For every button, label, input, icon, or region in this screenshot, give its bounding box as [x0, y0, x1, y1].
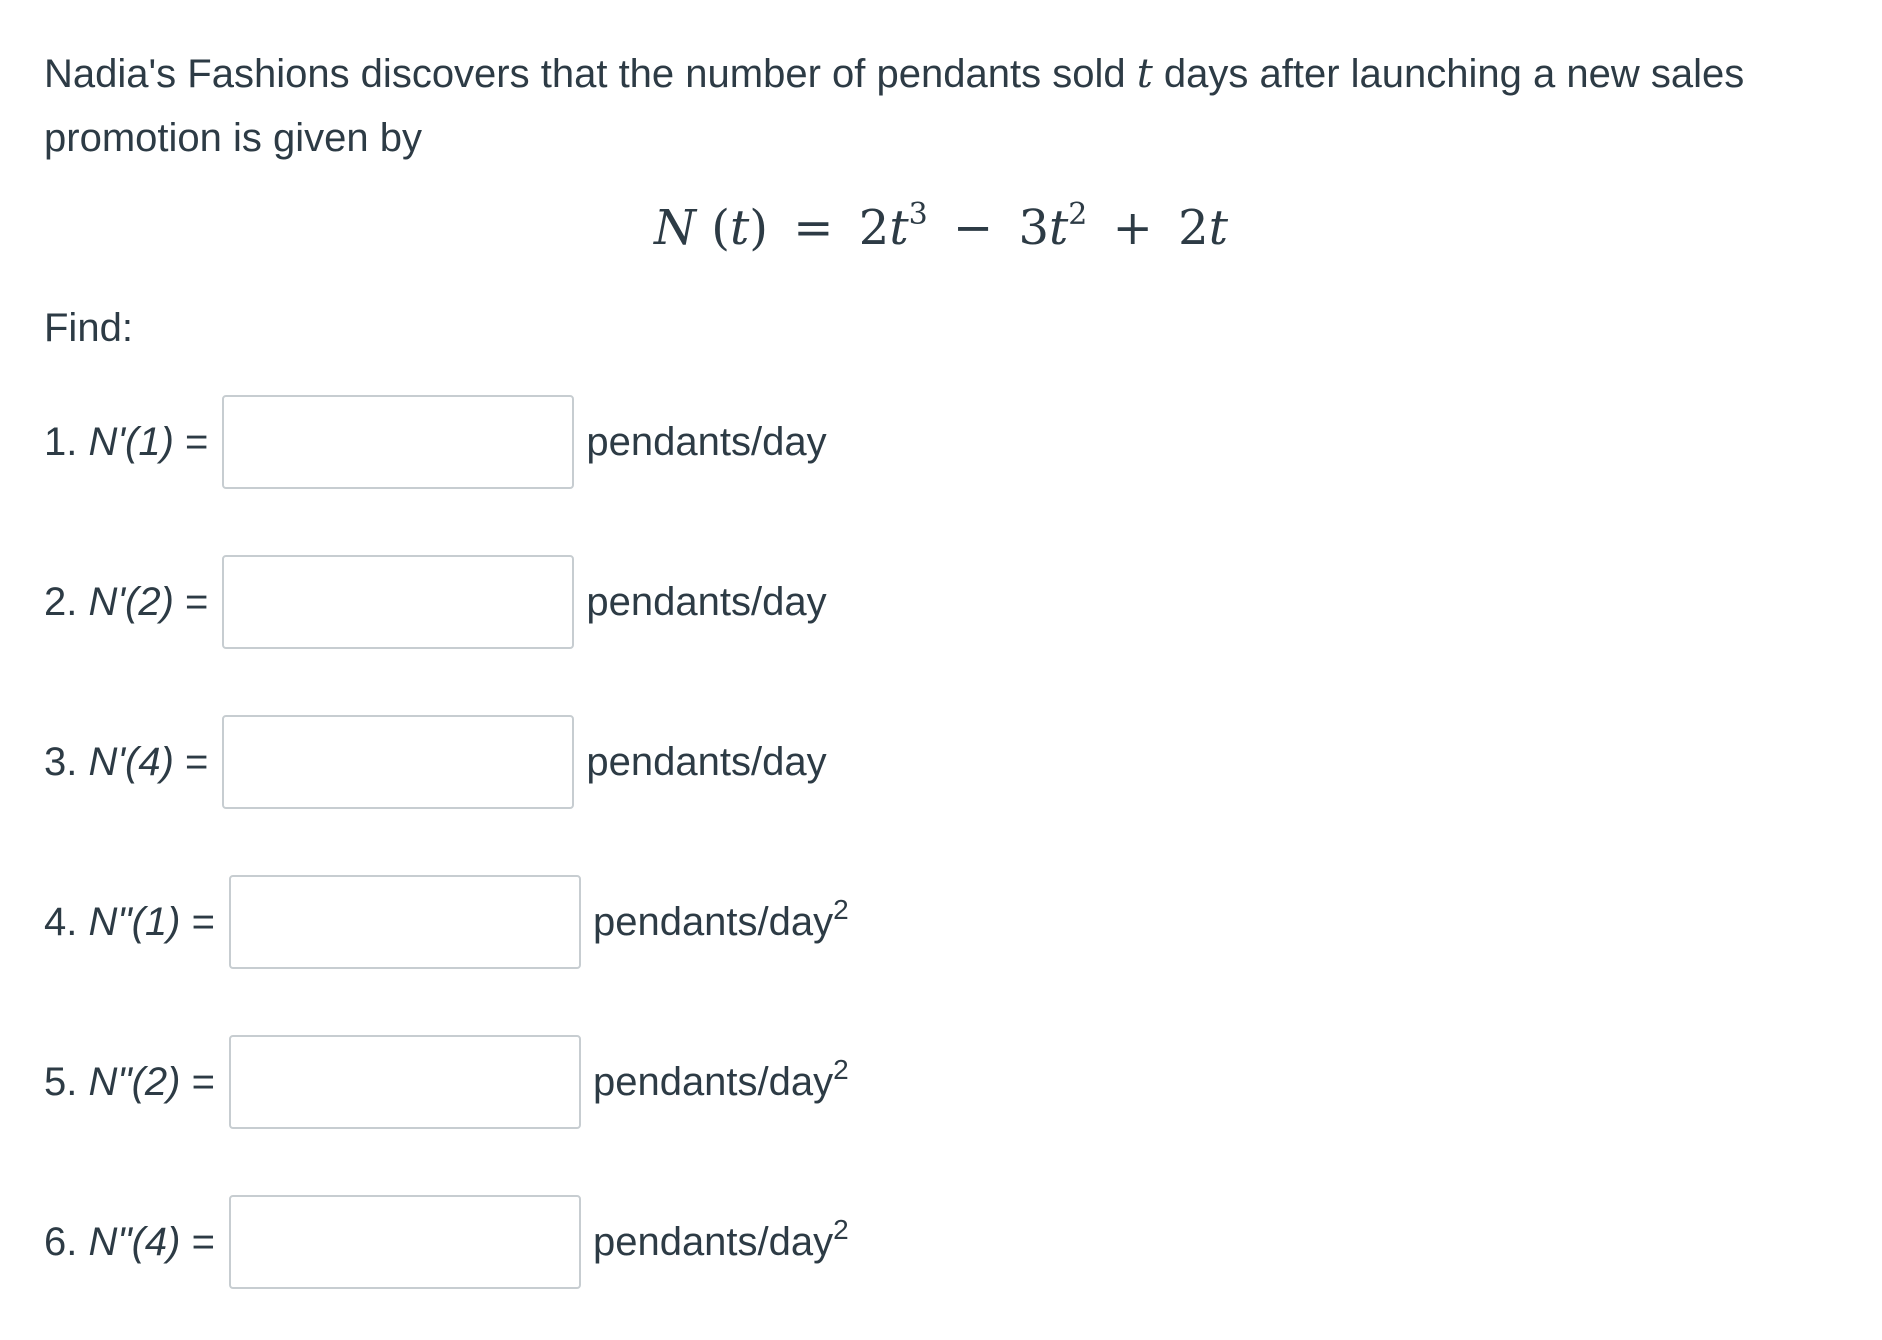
question-label-2: 2. N'(2) = — [44, 579, 209, 624]
question-row-1 — [44, 392, 827, 492]
intro-text-after: days after launching a new sales promotion is given by — [44, 52, 1745, 160]
unit-label-3: pendants/day — [586, 739, 827, 784]
question-label-5: 5. N"(2) = — [44, 1059, 215, 1104]
equation-minus: − — [952, 200, 994, 256]
question-row-6 — [44, 1192, 849, 1292]
problem-statement — [44, 42, 1824, 170]
question-row-5 — [44, 1032, 849, 1132]
equation-lhs-arg: t — [730, 200, 750, 256]
question-row-2 — [44, 552, 827, 652]
term3-coef: 2 — [1178, 200, 1209, 256]
answer-input-3[interactable] — [222, 715, 574, 809]
answer-input-4[interactable] — [229, 875, 581, 969]
term2-var: t — [1049, 200, 1069, 256]
unit-label-5: pendants/day$^2$ — [592, 1053, 849, 1104]
unit-label-4: pendants/day$^2$ — [592, 893, 849, 944]
question-label-4: 4. N"(1) = — [44, 899, 215, 944]
function-equation: N $(t) = 2t^3 - 3t^2 + 2t$ — [654, 197, 1228, 256]
variable-t: t — [1136, 51, 1153, 97]
unit-label-2: pendants/day — [586, 579, 827, 624]
answer-input-2[interactable] — [222, 555, 574, 649]
term1-exp: 3 — [908, 197, 928, 232]
term3-var: t — [1208, 200, 1228, 256]
unit-label-1: pendants/day — [586, 419, 827, 464]
answer-input-1[interactable] — [222, 395, 574, 489]
question-row-4 — [44, 872, 849, 972]
term1-var: t — [889, 200, 909, 256]
term2-exp: 2 — [1068, 197, 1088, 232]
question-row-3 — [44, 712, 827, 812]
question-label-3: 3. N'(4) = — [44, 739, 209, 784]
answer-input-6[interactable] — [229, 1195, 581, 1289]
find-label: Find: — [44, 306, 133, 350]
question-label-1: 1. N'(1) = — [44, 419, 209, 464]
equation-equals: = — [793, 200, 834, 256]
equation-lhs-fn: N — [654, 200, 697, 256]
answer-input-5[interactable] — [229, 1035, 581, 1129]
question-label-6: 6. N"(4) = — [44, 1219, 215, 1264]
intro-text-before: Nadia's Fashions discovers that the number of pendants sold — [44, 52, 1137, 96]
term2-coef: 3 — [1018, 200, 1049, 256]
term1-coef: 2 — [858, 200, 890, 256]
equation-plus: + — [1112, 200, 1153, 256]
unit-label-6: pendants/day$^2$ — [592, 1213, 849, 1264]
